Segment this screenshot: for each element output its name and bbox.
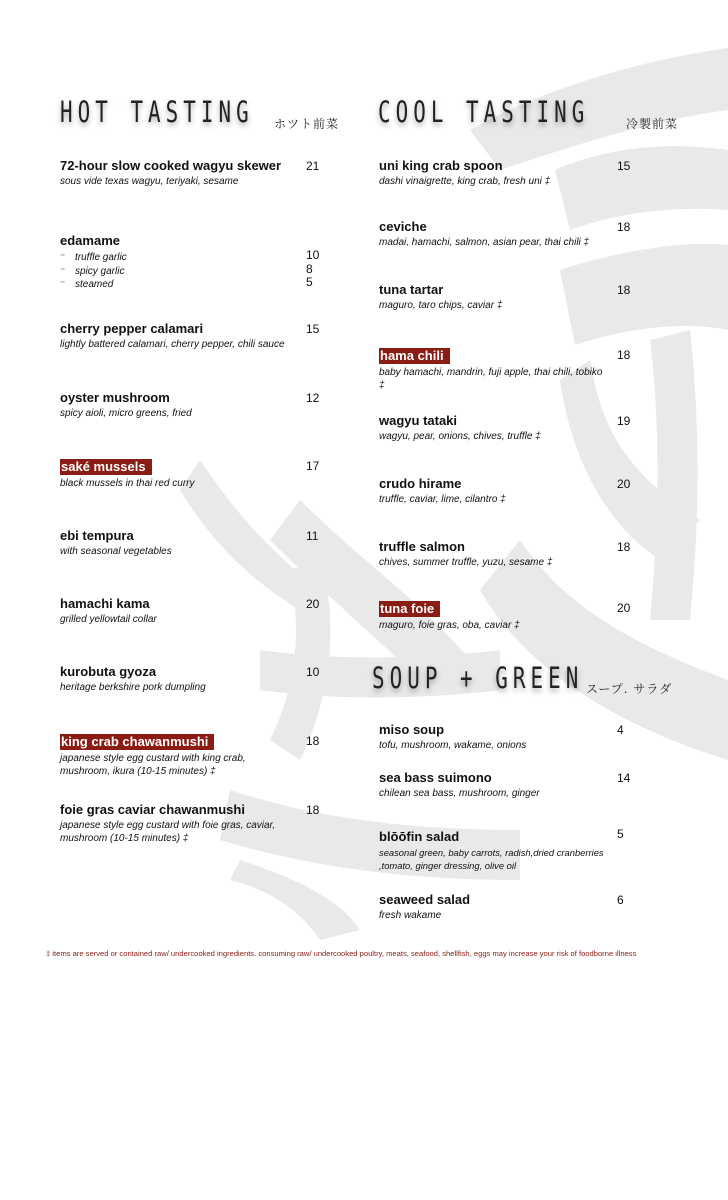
menu-item — [379, 476, 629, 506]
item-price: 4 — [617, 723, 624, 737]
menu-item — [379, 829, 619, 872]
item-name-highlighted: saké mussels — [60, 459, 152, 475]
item-name: tuna tartar — [379, 282, 444, 297]
option-price: 10 — [306, 248, 320, 262]
item-description: truffle, caviar, lime, cilantro ‡ — [379, 494, 506, 505]
item-name: oyster mushroom — [60, 390, 170, 405]
item-name: 72-hour slow cooked wagyu skewer — [60, 158, 282, 173]
item-description: dashi vinaigrette, king crab, fresh uni ‡ — [379, 176, 551, 187]
item-price: 18 — [306, 803, 320, 817]
item-name: wagyu tataki — [379, 413, 458, 428]
item-name: cherry pepper calamari — [60, 321, 204, 336]
item-description: maguro, foie gras, oba, caviar ‡ — [379, 620, 520, 631]
item-price: 21 — [306, 159, 320, 173]
item-price: 15 — [306, 322, 320, 336]
item-name: sea bass suimono — [379, 770, 492, 785]
item-price: 19 — [617, 414, 631, 428]
item-description: japanese style egg custard with king crab, mushroom, ikura (10-15 minutes) ‡ — [60, 753, 246, 777]
item-price: 18 — [617, 220, 631, 234]
item-description: baby hamachi, mandrin, fuji apple, thai chili, tobiko ‡ — [379, 367, 603, 391]
menu-item — [60, 158, 310, 188]
menu-item — [379, 158, 629, 188]
item-description: wagyu, pear, onions, chives, truffle ‡ — [379, 431, 541, 442]
item-description: tofu, mushroom, wakame, onions — [379, 740, 527, 751]
item-description: maguro, taro chips, caviar ‡ — [379, 300, 503, 311]
item-name-highlighted: tuna foie — [379, 601, 440, 617]
item-price: 14 — [617, 771, 631, 785]
item-name: truffle salmon — [379, 539, 465, 554]
item-description: chilean sea bass, mushroom, ginger — [379, 788, 540, 799]
item-price: 18 — [617, 283, 631, 297]
item-name: foie gras caviar chawanmushi — [60, 802, 245, 817]
hot-tasting-jp-title: ホツト前菜 — [274, 117, 340, 131]
menu-item — [60, 733, 295, 778]
menu-item — [60, 664, 310, 694]
menu-item — [379, 347, 604, 392]
item-name: hamachi kama — [60, 596, 150, 611]
cool-tasting-title: COOL TASTING — [378, 95, 590, 129]
item-price: 20 — [617, 477, 631, 491]
item-description: japanese style egg custard with foie gras, caviar, mushroom (10-15 minutes) ‡ — [60, 820, 276, 844]
item-name: miso soup — [379, 722, 445, 737]
menu-item — [60, 528, 310, 558]
item-price: 12 — [306, 391, 320, 405]
item-price: 18 — [617, 348, 631, 362]
edamame-options — [60, 251, 310, 292]
menu-item — [60, 390, 310, 420]
menu-item — [379, 539, 629, 569]
soup-green-title: SOUP + GREEN — [372, 661, 584, 695]
menu-item — [379, 413, 629, 443]
menu-item — [379, 219, 629, 249]
menu-item — [60, 802, 300, 845]
item-description: chives, summer truffle, yuzu, sesame ‡ — [379, 557, 553, 568]
item-description: spicy aioli, micro greens, fried — [60, 408, 192, 419]
item-name: seaweed salad — [379, 892, 471, 907]
item-name-highlighted: hama chili — [379, 348, 450, 364]
menu-item — [60, 596, 310, 626]
menu-item — [60, 458, 310, 490]
hot-tasting-title: HOT TASTING — [60, 95, 254, 129]
item-name: crudo hirame — [379, 476, 462, 491]
item-price: 18 — [617, 540, 631, 554]
menu-item — [60, 321, 290, 351]
item-description: madai, hamachi, salmon, asian pear, thai chili ‡ — [379, 237, 590, 248]
item-name: ceviche — [379, 219, 427, 234]
item-price: 10 — [306, 665, 320, 679]
item-description: seasonal green, baby carrots, radish,dried cranberries ,tomato, ginger dressing, olive oil — [379, 847, 604, 871]
raw-food-disclaimer: ‡ items are served or contained raw/ undercooked ingredients. consuming raw/ undercooked poultry, meats, seafood, shellfish, eggs may increase your risk of foodborne illness — [46, 949, 637, 958]
item-name-highlighted: king crab chawanmushi — [60, 734, 214, 750]
menu-item — [379, 892, 629, 922]
menu-item — [60, 233, 310, 292]
menu-item — [379, 282, 629, 312]
menu-item — [379, 722, 629, 752]
item-price: 5 — [617, 827, 624, 841]
option-label: ⁻ truffle garlic — [60, 251, 310, 265]
item-price: 15 — [617, 159, 631, 173]
item-description: heritage berkshire pork dumpling — [60, 682, 206, 693]
item-name: uni king crab spoon — [379, 158, 503, 173]
item-description: with seasonal vegetables — [60, 546, 172, 557]
item-name: kurobuta gyoza — [60, 664, 157, 679]
menu-item — [379, 600, 629, 632]
item-description: grilled yellowtail collar — [60, 614, 157, 625]
item-price: 11 — [306, 529, 319, 543]
item-name: edamame — [60, 233, 120, 248]
item-price: 17 — [306, 459, 320, 473]
item-name: blōōfin salad — [379, 829, 460, 844]
option-price: 5 — [306, 275, 313, 289]
cool-tasting-jp-title: 冷製前菜 — [626, 117, 679, 131]
item-price: 6 — [617, 893, 624, 907]
option-label: ⁻ spicy garlic — [60, 265, 310, 279]
item-description: lightly battered calamari, cherry pepper, chili sauce — [60, 339, 285, 350]
edamame-prices — [306, 249, 319, 290]
item-description: black mussels in thai red curry — [60, 478, 195, 489]
item-price: 18 — [306, 734, 320, 748]
menu-item — [379, 770, 629, 800]
item-description: fresh wakame — [379, 910, 442, 921]
soup-green-jp-title: スープ. サラダ — [586, 682, 673, 696]
item-price: 20 — [306, 597, 320, 611]
option-label: ⁻ steamed — [60, 278, 310, 292]
item-name: ebi tempura — [60, 528, 134, 543]
option-price: 8 — [306, 261, 313, 276]
item-description: sous vide texas wagyu, teriyaki, sesame — [60, 176, 239, 187]
item-price: 20 — [617, 601, 631, 615]
